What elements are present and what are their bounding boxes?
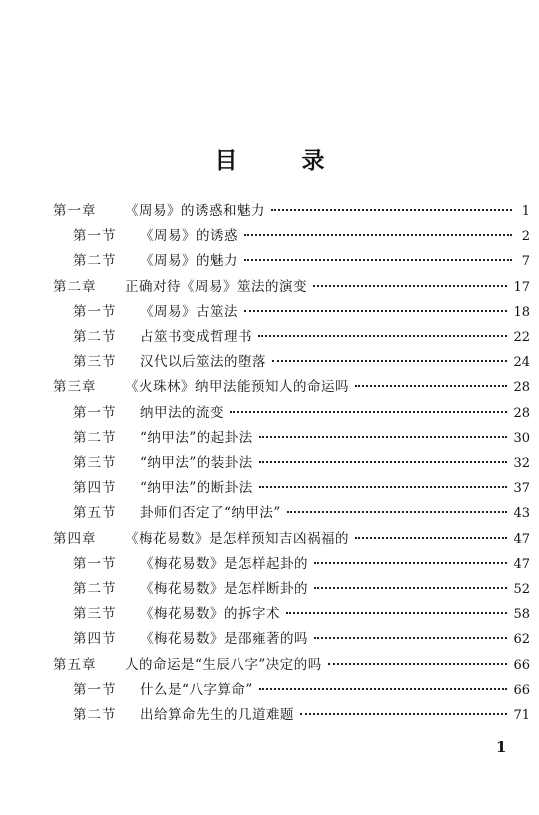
toc-section-entry: [73, 500, 530, 526]
toc-chapter-entry: [53, 652, 530, 678]
toc-entry-number: 第二节: [73, 429, 117, 446]
toc-entry-page: 1: [521, 204, 530, 219]
toc-entry-number: 第二节: [73, 581, 117, 597]
toc-entry-page: 28: [513, 380, 530, 396]
toc-section-entry: [73, 475, 530, 501]
toc-section-entry: [73, 425, 530, 451]
toc-entry-title: 出给算命先生的几道难题: [140, 707, 294, 723]
toc-entry-page: 24: [513, 355, 530, 371]
toc-entry-page: 43: [513, 506, 530, 522]
toc-entry-number: 第一节: [73, 681, 117, 698]
toc-dot-leader: [314, 562, 507, 564]
toc-entry-number: 第三节: [73, 354, 117, 371]
toc-section-entry: [73, 677, 530, 703]
toc-section-entry: [73, 299, 530, 325]
toc-entry-number: 第一章: [53, 203, 97, 219]
toc-entry-page: 52: [513, 582, 530, 597]
toc-dot-leader: [287, 511, 508, 513]
toc-entry-title: 《梅花易数》是怎样预知吉凶祸福的: [125, 530, 349, 547]
toc-chapter-entry: [53, 526, 530, 552]
toc-entry-page: 18: [513, 304, 530, 320]
toc-entry-page: 66: [513, 657, 530, 673]
toc-entry-number: 第二节: [73, 253, 117, 270]
toc-chapter-entry: [53, 374, 530, 400]
toc-section-entry: [73, 248, 530, 274]
toc-entry-number: 第二节: [73, 707, 117, 723]
toc-entry-page: 17: [513, 279, 530, 295]
toc-entry-number: 第四节: [73, 631, 117, 648]
toc-entry-number: 第二章: [53, 278, 97, 295]
toc-dot-leader: [355, 385, 507, 387]
toc-entry-title: 正确对待《周易》筮法的演变: [125, 278, 307, 295]
page-number: 1: [496, 738, 507, 756]
toc-entry-number: 第一节: [73, 555, 117, 572]
toc-section-entry: [73, 576, 530, 602]
toc-entry-number: 第一节: [73, 404, 117, 421]
toc-entry-title: 占筮书变成哲理书: [140, 329, 252, 345]
toc-dot-leader: [258, 335, 507, 337]
toc-entry-title: 汉代以后筮法的堕落: [140, 354, 266, 371]
toc-entry-page: 30: [513, 430, 530, 446]
toc-entry-page: 37: [513, 481, 530, 497]
toc-entry-title: 卦师们否定了“纳甲法”: [140, 505, 281, 522]
toc-entry-page: 71: [513, 708, 530, 723]
toc-entry-title: 什么是“八字算命”: [140, 681, 253, 698]
toc-dot-leader: [272, 360, 507, 362]
toc-entry-number: 第三节: [73, 606, 117, 623]
toc-entry-title: 《周易》的魅力: [140, 253, 238, 270]
toc-dot-leader: [355, 537, 507, 539]
toc-entry-page: 47: [513, 556, 530, 572]
toc-entry-title: “纳甲法”的起卦法: [140, 429, 253, 446]
toc-entry-number: 第四节: [73, 480, 117, 497]
toc-entry-page: 32: [513, 456, 530, 471]
toc-dot-leader: [313, 285, 507, 287]
toc-section-entry: [73, 400, 530, 426]
toc-entry-number: 第一节: [73, 303, 117, 320]
toc-chapter-entry: [53, 274, 530, 300]
toc-dot-leader: [314, 637, 507, 639]
page-title: 目 录: [214, 148, 353, 174]
toc-entry-page: 28: [513, 405, 530, 421]
toc-section-entry: [73, 626, 530, 652]
toc-entry-title: 《火珠林》纳甲法能预知人的命运吗: [125, 379, 349, 396]
toc-dot-leader: [244, 234, 512, 236]
toc-section-entry: [73, 223, 530, 249]
toc-dot-leader: [259, 436, 508, 438]
toc-dot-leader: [328, 663, 508, 665]
toc-entry-title: 《周易》的诱惑和魅力: [125, 203, 265, 219]
toc-dot-leader: [259, 486, 508, 488]
toc-section-entry: [73, 601, 530, 627]
toc-entry-title: “纳甲法”的装卦法: [140, 455, 253, 471]
toc-section-entry: [73, 349, 530, 375]
toc-entry-title: 《梅花易数》的拆字术: [140, 606, 280, 623]
toc-entry-number: 第二节: [73, 329, 117, 345]
toc-entry-number: 第四章: [53, 530, 97, 547]
toc-section-entry: [73, 551, 530, 577]
toc-entry-page: 7: [521, 254, 530, 270]
toc-entry-number: 第三节: [73, 455, 117, 471]
toc-entry-number: 第五章: [53, 656, 97, 673]
toc-entry-title: 《周易》古筮法: [140, 303, 238, 320]
toc-dot-leader: [314, 587, 507, 589]
toc-entry-title: 《梅花易数》是怎样断卦的: [140, 581, 308, 597]
toc-dot-leader: [244, 259, 512, 261]
toc-entry-title: 人的命运是“生辰八字”决定的吗: [125, 656, 322, 673]
toc-entry-number: 第五节: [73, 505, 117, 522]
toc-entry-page: 66: [513, 682, 530, 698]
toc-entry-page: 22: [513, 330, 530, 345]
toc-entry-title: “纳甲法”的断卦法: [140, 480, 253, 497]
toc-entry-title: 《梅花易数》是邵雍著的吗: [140, 631, 308, 648]
toc-section-entry: [73, 324, 530, 350]
toc-dot-leader: [286, 612, 507, 614]
toc-dot-leader: [244, 310, 507, 312]
toc-section-entry: [73, 702, 530, 728]
toc-dot-leader: [230, 411, 507, 413]
toc-entry-page: 47: [513, 531, 530, 547]
toc-dot-leader: [259, 688, 508, 690]
toc-section-entry: [73, 450, 530, 476]
toc-entry-title: 纳甲法的流变: [140, 404, 224, 421]
toc-entry-title: 《梅花易数》是怎样起卦的: [140, 555, 308, 572]
toc-entry-page: 62: [513, 632, 530, 648]
toc-dot-leader: [259, 461, 508, 463]
toc-chapter-entry: [53, 198, 530, 224]
toc-entry-number: 第一节: [73, 228, 117, 245]
toc-entry-number: 第三章: [53, 379, 97, 396]
toc-entry-page: 2: [521, 229, 530, 245]
toc-dot-leader: [271, 209, 512, 211]
toc-entry-page: 58: [513, 607, 530, 623]
toc-entry-title: 《周易》的诱惑: [140, 228, 238, 245]
toc-dot-leader: [300, 713, 507, 715]
